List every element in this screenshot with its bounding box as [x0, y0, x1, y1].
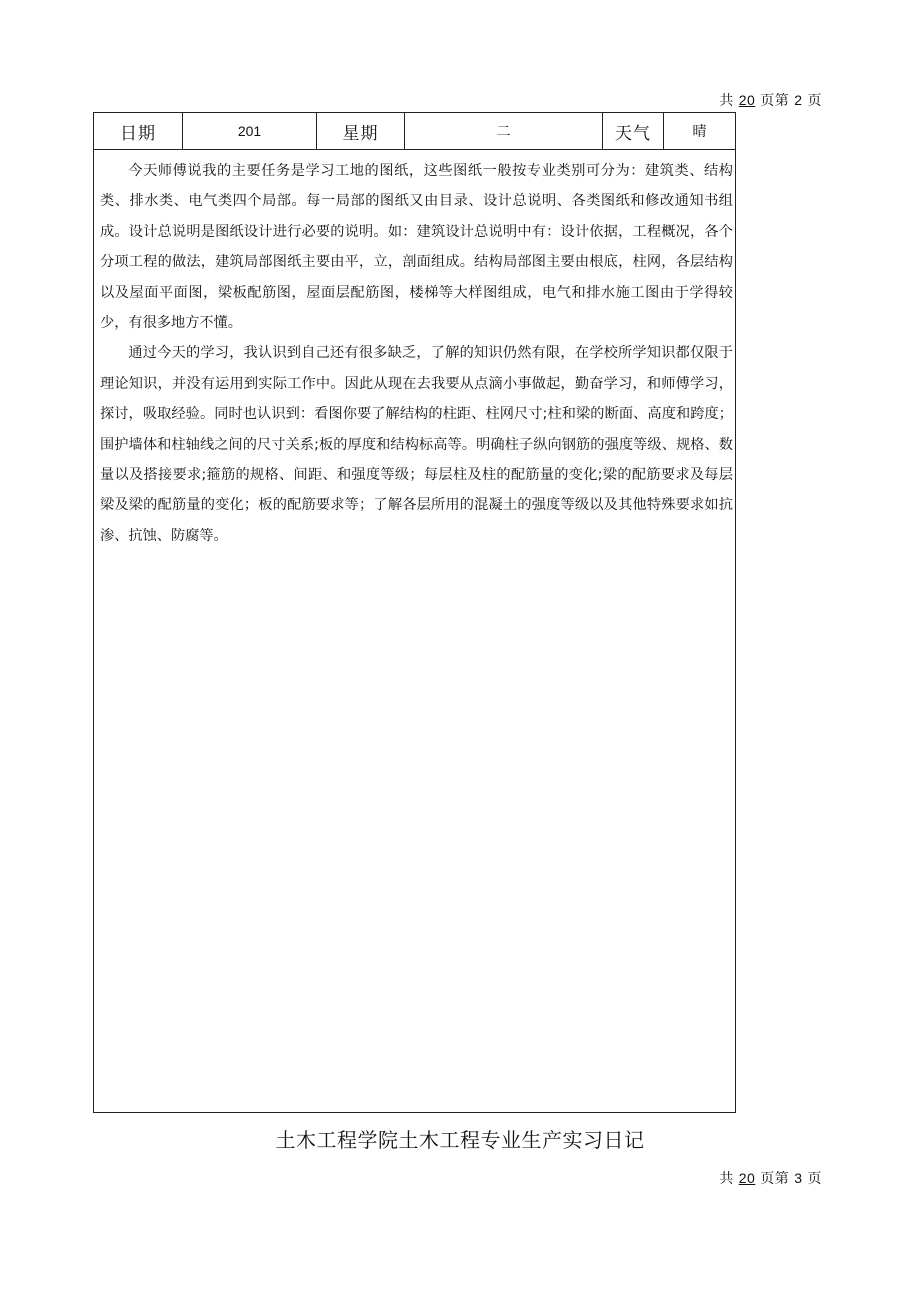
weather-value: 晴: [692, 124, 707, 140]
diary-paragraph: 通过今天的学习，我认识到自己还有很多缺乏，了解的知识仍然有限，在学校所学知识都仅限于理论知识，并没有运用到实际工作中。因此从现在去我要从点滴小事做起，勤奋学习，和师傅学习，探讨，吸取经验。同时也认识到：看图你要了解结构的柱距、柱网尺寸;柱和梁的断面、高度和跨度；围护墙体和柱轴线之间的尺寸关系;板的厚度和结构标高等。明确柱子纵向钢筋的强度等级、规格、数量以及搭接要求;箍筋的规格、间距、和强度等级；每层柱及柱的配筋量的变化;梁的配筋要求及每层梁及梁的配筋量的变化；板的配筋要求等；了解各层所用的混凝土的强度等级以及其他特殊要求如抗渗、抗蚀、防腐等。: [100, 345, 733, 544]
page-counter-middle: 页第: [760, 1171, 790, 1187]
diary-paragraph: 今天师傅说我的主要任务是学习工地的图纸，这些图纸一般按专业类别可分为：建筑类、结构类、排水类、电气类四个局部。每一局部的图纸又由目录、设计总说明、各类图纸和修改通知书组成。设计总说明是图纸设计进行必要的说明。如：建筑设计总说明中有：设计依据，工程概况，各个分项工程的做法，建筑局部图纸主要由平，立，剖面组成。结构局部图主要由根底，柱网，各层结构以及屋面平面图，梁板配筋图，屋面层配筋图，楼梯等大样图组成，电气和排水施工图由于学得较少，有很多地方不懂。: [100, 163, 733, 332]
page-counter-middle: 页第: [760, 93, 790, 109]
page-counter-current: 3: [794, 1170, 803, 1186]
page-counter-top: [719, 90, 822, 110]
weekday-value: 二: [405, 113, 603, 149]
page-counter-total: 20: [738, 1170, 756, 1186]
date-value: 201: [183, 113, 317, 149]
page-counter-current: 2: [794, 92, 803, 108]
page-counter-prefix: 共: [719, 93, 734, 109]
date-label: 日期: [94, 113, 183, 149]
page-counter-suffix: 页: [807, 1171, 822, 1187]
page-counter-bottom: [719, 1168, 822, 1188]
diary-header-row: [94, 113, 735, 150]
page-counter-total: 20: [738, 92, 756, 108]
page-counter-prefix: 共: [719, 1171, 734, 1187]
diary-body: [94, 150, 735, 551]
diary-entry-table: [93, 112, 736, 1113]
diary-footer-title: 土木工程学院土木工程专业生产实习日记: [275, 1128, 645, 1152]
page-counter-suffix: 页: [807, 93, 822, 109]
weather-label: 天气: [603, 113, 664, 149]
weekday-label: 星期: [317, 113, 405, 149]
